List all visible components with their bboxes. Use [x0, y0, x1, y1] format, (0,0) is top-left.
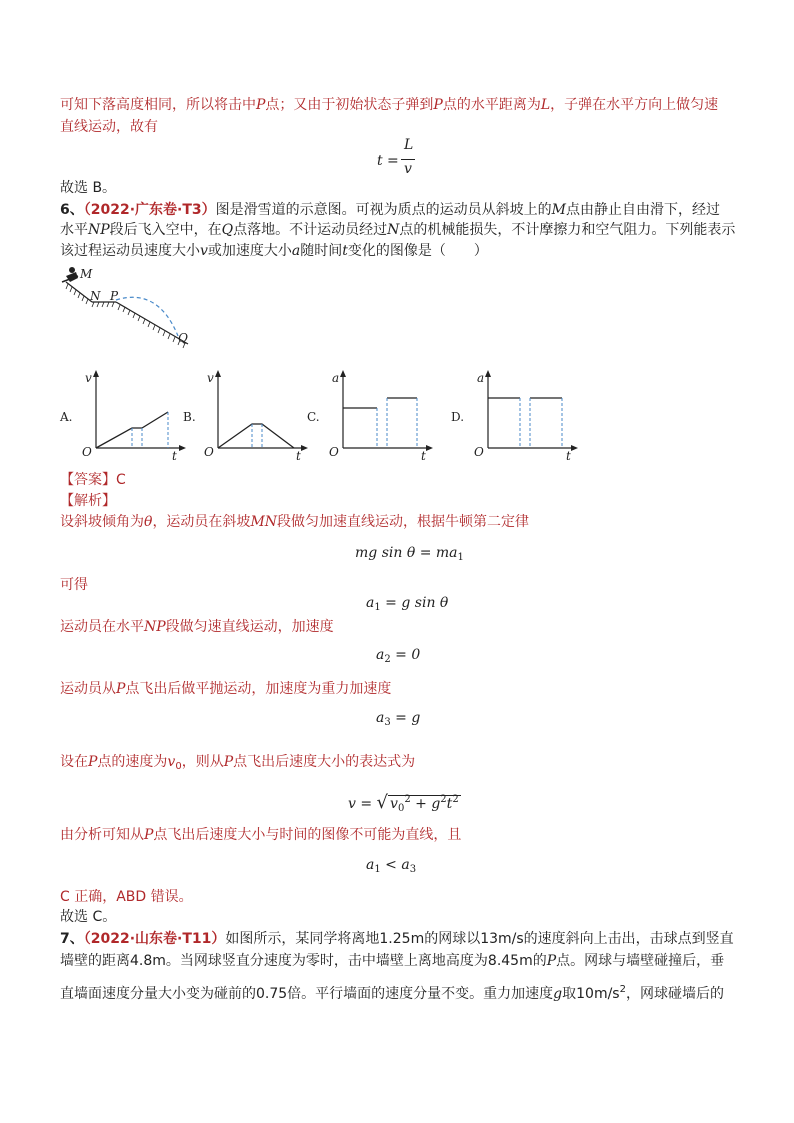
- velocity-curve: [218, 424, 294, 448]
- analysis-line: 设在P点的速度为$v_0$，则从P点飞出后速度大小的表达式为: [60, 754, 416, 772]
- text-line: 可知下落高度相同，所以将击中P点；又由于初始状态子弹到P点的水平距离为L，子弹在水平方向上做匀速: [60, 97, 719, 113]
- q6-line: 6、（2022·广东卷·T3）图是滑雪道的示意图。可视为质点的运动员从斜坡上的M点由静止自由滑下，经过: [60, 202, 720, 218]
- label-m: M: [80, 267, 93, 281]
- analysis-line: 运动员在水平NP段做匀速直线运动，加速度: [60, 619, 334, 635]
- q7-line: 墙壁的距离4.8m。当网球竖直分速度为零时，击中墙壁上离地高度为8.45m的P点。网球与墙壁碰撞后，垂: [60, 953, 725, 969]
- analysis-line: 设斜坡倾角为θ，运动员在斜坡MN段做匀加速直线运动，根据牛顿第二定律: [60, 514, 530, 530]
- svg-text:t: t: [172, 449, 177, 460]
- svg-text:O: O: [204, 445, 214, 459]
- svg-text:v: v: [207, 371, 214, 385]
- analysis-tag: 【解析】: [60, 493, 116, 509]
- option-a-label: A.: [60, 410, 73, 424]
- text-line: 直线运动，故有: [60, 119, 158, 135]
- analysis-line: 可得: [60, 577, 88, 593]
- slope-mn: [66, 282, 92, 302]
- formula-v-expression: v = √ $v_0^2 + g^2t^2$: [348, 792, 459, 814]
- svg-text:t: t: [566, 449, 571, 460]
- analysis-line: 运动员从P点飞出后做平抛运动，加速度为重力加速度: [60, 681, 392, 697]
- formula-a2: $a_2 = 0$: [376, 647, 421, 665]
- graph-option-b: [202, 368, 310, 460]
- q6-line: 水平NP段后飞入空中，在Q点落地。不计运动员经过N点的机械能损失，不计摩擦力和空气阻力。下列能表示: [60, 222, 736, 238]
- svg-text:t: t: [421, 449, 426, 460]
- sqrt-sign: √: [376, 792, 389, 813]
- q7-line: 7、（2022·山东卷·T11）如图所示，某同学将离地1.25m的网球以13m/s的速度斜向上击出，击球点到竖直: [60, 931, 734, 947]
- svg-text:t: t: [296, 449, 301, 460]
- answer-line: 故选 B。: [60, 180, 117, 196]
- label-q: Q: [178, 331, 188, 345]
- option-b-label: B.: [183, 410, 196, 424]
- label-n: N: [90, 289, 101, 303]
- q7-line: 直墙面速度分量大小变为碰前的0.75倍。平行墙面的速度分量不变。重力加速度g取$10m/s^2$，网球碰墙后的: [60, 984, 724, 1002]
- analysis-line: C 正确，ABD 错误。: [60, 889, 193, 905]
- ski-slope-figure: [58, 262, 198, 357]
- sqrt-radicand: $v_0^2 + g^2t^2$: [390, 794, 459, 814]
- skier-icon: [62, 267, 78, 282]
- trajectory-curve: [116, 297, 178, 336]
- formula-newton: mg $\sin \theta = ma_1$: [355, 545, 464, 563]
- svg-text:a: a: [477, 371, 485, 385]
- formula-a3: $a_3 = g$: [376, 710, 421, 728]
- formula-a1-lt-a3: $a_1 < a_3$: [366, 857, 417, 875]
- graph-option-c: [327, 368, 435, 460]
- formula-a1: $a_1 = g$ sin θ: [366, 595, 449, 613]
- svg-text:v: v: [85, 371, 92, 385]
- svg-text:O: O: [329, 445, 339, 459]
- svg-text:a: a: [332, 371, 340, 385]
- svg-text:O: O: [474, 445, 484, 459]
- analysis-line: 由分析可知从P点飞出后速度大小与时间的图像不可能为直线，且: [60, 827, 462, 843]
- q6-line: 该过程运动员速度大小v或加速度大小a随时间t变化的图像是（ ）: [60, 243, 488, 259]
- label-p: P: [110, 289, 119, 303]
- graph-option-d: [472, 368, 580, 460]
- option-c-label: C.: [307, 410, 320, 424]
- graph-option-a: [80, 368, 188, 460]
- svg-text:O: O: [82, 445, 92, 459]
- option-d-label: D.: [451, 410, 465, 424]
- answer-line: 故选 C。: [60, 909, 117, 925]
- answer-tag: 【答案】C: [60, 472, 126, 488]
- fraction-bar: [401, 159, 415, 160]
